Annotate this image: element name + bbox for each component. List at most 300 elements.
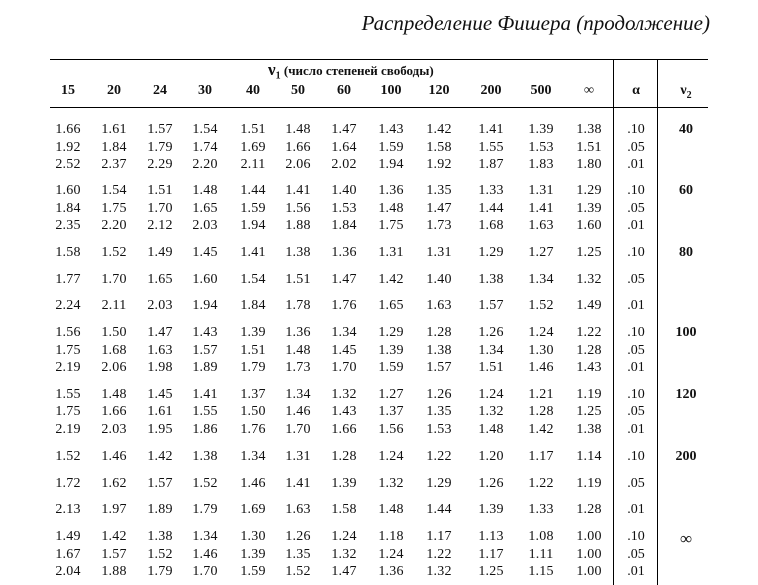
- f-value-cell: 1.26: [426, 387, 452, 402]
- f-value-cell: 1.41: [240, 245, 266, 260]
- f-value-cell: 1.00: [576, 529, 602, 544]
- alpha-cell: .10: [627, 449, 645, 464]
- f-value-cell: 1.66: [285, 140, 311, 155]
- f-value-cell: 1.47: [331, 564, 357, 579]
- alpha-cell: .10: [627, 325, 645, 340]
- f-value-cell: 1.95: [147, 422, 173, 437]
- f-value-cell: 1.63: [528, 218, 554, 233]
- f-value-cell: 1.39: [478, 502, 504, 517]
- col-header-nu1: 24: [153, 83, 167, 98]
- f-value-cell: 1.75: [378, 218, 404, 233]
- col-header-nu1: ∞: [584, 83, 594, 98]
- table-row: [0, 343, 758, 360]
- f-value-cell: 1.22: [576, 325, 602, 340]
- f-value-cell: 1.69: [240, 140, 266, 155]
- f-value-cell: 2.11: [101, 298, 127, 313]
- f-value-cell: 1.45: [147, 387, 173, 402]
- f-value-cell: 1.17: [528, 449, 554, 464]
- f-value-cell: 1.42: [147, 449, 173, 464]
- f-value-cell: 1.64: [331, 140, 357, 155]
- table-row: [0, 529, 758, 546]
- page-title: Распределение Фишера (продолжение): [361, 11, 710, 35]
- nu2-cell: 200: [675, 449, 697, 464]
- f-value-cell: 1.46: [285, 404, 311, 419]
- alpha-cell: .01: [627, 157, 645, 172]
- f-value-cell: 1.57: [426, 360, 452, 375]
- f-value-cell: 1.34: [331, 325, 357, 340]
- alpha-cell: .01: [627, 298, 645, 313]
- f-value-cell: 1.30: [528, 343, 554, 358]
- f-value-cell: 1.38: [576, 422, 602, 437]
- f-value-cell: 1.34: [285, 387, 311, 402]
- col-header-nu1: 60: [337, 83, 351, 98]
- f-value-cell: 1.52: [55, 449, 81, 464]
- f-value-cell: 1.29: [426, 476, 452, 491]
- alpha-cell: .10: [627, 529, 645, 544]
- alpha-cell: .05: [627, 547, 645, 562]
- f-value-cell: 1.51: [147, 183, 173, 198]
- nu2-subscript: 2: [686, 89, 692, 101]
- nu2-cell: 100: [675, 325, 697, 340]
- f-value-cell: 1.00: [576, 547, 602, 562]
- f-value-cell: 1.43: [192, 325, 218, 340]
- table-row: [0, 360, 758, 377]
- f-value-cell: 1.45: [331, 343, 357, 358]
- f-value-cell: 1.39: [240, 325, 266, 340]
- f-value-cell: 1.55: [55, 387, 81, 402]
- alpha-cell: .10: [627, 183, 645, 198]
- f-value-cell: 1.38: [285, 245, 311, 260]
- f-value-cell: 1.28: [576, 502, 602, 517]
- col-header-nu1: 200: [480, 83, 502, 98]
- table-row: [0, 122, 758, 139]
- f-value-cell: 1.32: [378, 476, 404, 491]
- f-value-cell: 1.68: [101, 343, 127, 358]
- f-value-cell: 1.57: [192, 343, 218, 358]
- f-value-cell: 1.38: [426, 343, 452, 358]
- f-value-cell: 1.79: [192, 502, 218, 517]
- nu2-cell: 80: [679, 245, 693, 260]
- alpha-cell: .10: [627, 122, 645, 137]
- alpha-cell: .05: [627, 476, 645, 491]
- f-value-cell: 2.20: [192, 157, 218, 172]
- f-value-cell: 1.86: [192, 422, 218, 437]
- f-value-cell: 1.34: [528, 272, 554, 287]
- f-value-cell: 1.30: [240, 529, 266, 544]
- f-value-cell: 1.52: [192, 476, 218, 491]
- f-value-cell: 1.11: [528, 547, 554, 562]
- f-value-cell: 1.51: [285, 272, 311, 287]
- f-value-cell: 1.19: [576, 476, 602, 491]
- f-value-cell: 1.39: [378, 343, 404, 358]
- f-value-cell: 1.08: [528, 529, 554, 544]
- alpha-cell: .01: [627, 218, 645, 233]
- nu2-cell: 120: [675, 387, 697, 402]
- f-value-cell: 1.52: [147, 547, 173, 562]
- f-value-cell: 1.46: [528, 360, 554, 375]
- alpha-cell: .05: [627, 201, 645, 216]
- f-value-cell: 2.03: [192, 218, 218, 233]
- f-value-cell: 1.47: [331, 122, 357, 137]
- f-value-cell: 1.44: [426, 502, 452, 517]
- f-value-cell: 2.19: [55, 360, 81, 375]
- table-row: [0, 449, 758, 466]
- f-value-cell: 1.97: [101, 502, 127, 517]
- f-value-cell: 1.38: [147, 529, 173, 544]
- f-value-cell: 1.52: [528, 298, 554, 313]
- f-value-cell: 1.32: [331, 547, 357, 562]
- f-value-cell: 1.36: [378, 183, 404, 198]
- f-value-cell: 1.84: [240, 298, 266, 313]
- f-value-cell: 1.33: [478, 183, 504, 198]
- f-value-cell: 1.46: [240, 476, 266, 491]
- f-value-cell: 1.31: [528, 183, 554, 198]
- f-value-cell: 1.62: [101, 476, 127, 491]
- f-value-cell: 1.45: [192, 245, 218, 260]
- nu2-cell: 60: [679, 183, 693, 198]
- f-value-cell: 2.37: [101, 157, 127, 172]
- f-value-cell: 1.98: [147, 360, 173, 375]
- nu2-cell: ∞: [679, 529, 693, 548]
- f-value-cell: 1.59: [240, 201, 266, 216]
- f-value-cell: 1.69: [240, 502, 266, 517]
- f-value-cell: 1.49: [147, 245, 173, 260]
- alpha-cell: .10: [627, 387, 645, 402]
- f-value-cell: 1.38: [192, 449, 218, 464]
- alpha-cell: .05: [627, 404, 645, 419]
- f-value-cell: 1.38: [576, 122, 602, 137]
- f-value-cell: 1.25: [576, 404, 602, 419]
- table-row: [0, 157, 758, 174]
- f-value-cell: 1.58: [426, 140, 452, 155]
- f-value-cell: 1.89: [192, 360, 218, 375]
- f-value-cell: 1.34: [478, 343, 504, 358]
- header-rule: [50, 107, 708, 108]
- f-value-cell: 1.39: [331, 476, 357, 491]
- table-row: [0, 564, 758, 581]
- f-value-cell: 1.84: [331, 218, 357, 233]
- f-value-cell: 1.35: [285, 547, 311, 562]
- f-value-cell: 1.26: [285, 529, 311, 544]
- nu2-cell: 40: [679, 122, 693, 137]
- f-value-cell: 2.20: [101, 218, 127, 233]
- f-value-cell: 1.66: [101, 404, 127, 419]
- f-value-cell: 1.88: [285, 218, 311, 233]
- f-value-cell: 1.66: [331, 422, 357, 437]
- f-value-cell: 1.84: [101, 140, 127, 155]
- f-value-cell: 1.46: [101, 449, 127, 464]
- table-row: [0, 476, 758, 493]
- f-value-cell: 1.27: [528, 245, 554, 260]
- alpha-cell: .01: [627, 360, 645, 375]
- f-value-cell: 1.73: [426, 218, 452, 233]
- f-value-cell: 1.34: [240, 449, 266, 464]
- f-value-cell: 1.32: [478, 404, 504, 419]
- f-value-cell: 1.65: [192, 201, 218, 216]
- f-value-cell: 2.13: [55, 502, 81, 517]
- f-value-cell: 1.61: [147, 404, 173, 419]
- f-value-cell: 2.29: [147, 157, 173, 172]
- f-value-cell: 1.94: [240, 218, 266, 233]
- f-value-cell: 1.27: [378, 387, 404, 402]
- f-value-cell: 1.32: [576, 272, 602, 287]
- f-value-cell: 1.24: [478, 387, 504, 402]
- f-value-cell: 1.43: [331, 404, 357, 419]
- f-value-cell: 1.42: [528, 422, 554, 437]
- f-value-cell: 2.03: [147, 298, 173, 313]
- f-value-cell: 1.54: [101, 183, 127, 198]
- f-value-cell: 1.92: [426, 157, 452, 172]
- f-value-cell: 1.51: [240, 343, 266, 358]
- f-value-cell: 1.94: [378, 157, 404, 172]
- f-value-cell: 2.02: [331, 157, 357, 172]
- f-value-cell: 1.60: [55, 183, 81, 198]
- f-value-cell: 1.41: [285, 476, 311, 491]
- nu2-symbol: ν: [680, 83, 687, 98]
- f-value-cell: 1.57: [147, 476, 173, 491]
- f-value-cell: 1.14: [576, 449, 602, 464]
- f-value-cell: 1.48: [378, 201, 404, 216]
- nu1-caption: (число степеней свободы): [280, 63, 434, 78]
- col-header-nu1: 40: [246, 83, 260, 98]
- alpha-cell: .01: [627, 422, 645, 437]
- f-value-cell: 1.40: [331, 183, 357, 198]
- f-value-cell: 1.70: [101, 272, 127, 287]
- f-value-cell: 1.41: [478, 122, 504, 137]
- f-value-cell: 1.56: [378, 422, 404, 437]
- f-value-cell: 1.29: [378, 325, 404, 340]
- f-value-cell: 1.20: [478, 449, 504, 464]
- f-value-cell: 1.60: [576, 218, 602, 233]
- f-value-cell: 1.24: [528, 325, 554, 340]
- f-value-cell: 1.65: [147, 272, 173, 287]
- alpha-cell: .05: [627, 140, 645, 155]
- f-value-cell: 1.24: [378, 547, 404, 562]
- table-row: [0, 201, 758, 218]
- f-value-cell: 1.94: [192, 298, 218, 313]
- f-value-cell: 1.70: [285, 422, 311, 437]
- f-value-cell: 1.72: [55, 476, 81, 491]
- f-value-cell: 1.63: [147, 343, 173, 358]
- f-value-cell: 1.28: [576, 343, 602, 358]
- table-row: [0, 404, 758, 421]
- f-value-cell: 1.50: [101, 325, 127, 340]
- f-value-cell: 1.59: [378, 360, 404, 375]
- f-value-cell: 1.32: [331, 387, 357, 402]
- f-value-cell: 1.79: [240, 360, 266, 375]
- f-value-cell: 2.19: [55, 422, 81, 437]
- f-value-cell: 1.36: [285, 325, 311, 340]
- f-value-cell: 1.31: [426, 245, 452, 260]
- f-value-cell: 1.48: [285, 122, 311, 137]
- nu1-symbol: ν: [268, 60, 276, 79]
- alpha-cell: .10: [627, 245, 645, 260]
- f-value-cell: 2.12: [147, 218, 173, 233]
- f-value-cell: 1.43: [576, 360, 602, 375]
- f-value-cell: 1.77: [55, 272, 81, 287]
- f-value-cell: 1.47: [331, 272, 357, 287]
- f-value-cell: 1.46: [192, 547, 218, 562]
- f-value-cell: 1.48: [101, 387, 127, 402]
- f-value-cell: 1.22: [528, 476, 554, 491]
- f-value-cell: 1.38: [478, 272, 504, 287]
- f-value-cell: 1.52: [101, 245, 127, 260]
- f-value-cell: 1.57: [478, 298, 504, 313]
- f-value-cell: 1.31: [285, 449, 311, 464]
- f-value-cell: 1.26: [478, 476, 504, 491]
- f-value-cell: 1.19: [576, 387, 602, 402]
- f-value-cell: 1.00: [576, 564, 602, 579]
- f-value-cell: 1.80: [576, 157, 602, 172]
- f-value-cell: 1.65: [378, 298, 404, 313]
- f-value-cell: 1.89: [147, 502, 173, 517]
- f-value-cell: 1.75: [55, 343, 81, 358]
- f-value-cell: 1.29: [576, 183, 602, 198]
- f-value-cell: 1.74: [192, 140, 218, 155]
- f-value-cell: 1.48: [378, 502, 404, 517]
- nu1-subscript: 1: [275, 70, 281, 82]
- f-value-cell: 1.41: [528, 201, 554, 216]
- f-value-cell: 1.52: [285, 564, 311, 579]
- f-value-cell: 1.21: [528, 387, 554, 402]
- f-value-cell: 1.75: [55, 404, 81, 419]
- f-value-cell: 1.28: [331, 449, 357, 464]
- f-value-cell: 1.68: [478, 218, 504, 233]
- f-value-cell: 1.25: [478, 564, 504, 579]
- col-header-nu1: 120: [428, 83, 450, 98]
- f-value-cell: 1.44: [240, 183, 266, 198]
- col-header-nu1: 500: [530, 83, 552, 98]
- f-value-cell: 1.41: [285, 183, 311, 198]
- table-row: [0, 298, 758, 315]
- table-row: [0, 422, 758, 439]
- column-header-row: [0, 83, 758, 101]
- col-header-nu1: 15: [61, 83, 75, 98]
- f-value-cell: 1.43: [378, 122, 404, 137]
- f-value-cell: 1.39: [576, 201, 602, 216]
- f-value-cell: 1.31: [378, 245, 404, 260]
- f-value-cell: 1.59: [378, 140, 404, 155]
- f-value-cell: 1.17: [478, 547, 504, 562]
- nu1-group-label: [268, 60, 434, 82]
- f-value-cell: 1.49: [576, 298, 602, 313]
- col-header-nu1: 30: [198, 83, 212, 98]
- f-value-cell: 1.25: [576, 245, 602, 260]
- f-value-cell: 1.15: [528, 564, 554, 579]
- f-value-cell: 1.63: [285, 502, 311, 517]
- f-value-cell: 2.24: [55, 298, 81, 313]
- table-row: [0, 272, 758, 289]
- f-value-cell: 1.53: [528, 140, 554, 155]
- f-value-cell: 2.35: [55, 218, 81, 233]
- f-value-cell: 1.44: [478, 201, 504, 216]
- f-value-cell: 1.70: [147, 201, 173, 216]
- f-value-cell: 1.50: [240, 404, 266, 419]
- f-value-cell: 1.63: [426, 298, 452, 313]
- f-value-cell: 1.55: [192, 404, 218, 419]
- f-value-cell: 1.79: [147, 140, 173, 155]
- f-value-cell: 1.88: [101, 564, 127, 579]
- col-header-nu2: [680, 83, 691, 101]
- table-row: [0, 502, 758, 519]
- table-row: [0, 547, 758, 564]
- col-header-nu1: 20: [107, 83, 121, 98]
- f-value-cell: 2.52: [55, 157, 81, 172]
- f-value-cell: 1.59: [240, 564, 266, 579]
- f-value-cell: 1.51: [478, 360, 504, 375]
- f-value-cell: 1.39: [240, 547, 266, 562]
- f-value-cell: 1.47: [147, 325, 173, 340]
- f-value-cell: 1.76: [331, 298, 357, 313]
- f-value-cell: 1.17: [426, 529, 452, 544]
- f-value-cell: 1.47: [426, 201, 452, 216]
- f-value-cell: 1.92: [55, 140, 81, 155]
- f-value-cell: 2.06: [285, 157, 311, 172]
- f-value-cell: 1.48: [478, 422, 504, 437]
- table-row: [0, 218, 758, 235]
- f-value-cell: 1.42: [426, 122, 452, 137]
- f-value-cell: 1.76: [240, 422, 266, 437]
- f-value-cell: 1.70: [331, 360, 357, 375]
- f-value-cell: 1.35: [426, 404, 452, 419]
- f-value-cell: 1.53: [426, 422, 452, 437]
- f-value-cell: 1.34: [192, 529, 218, 544]
- col-header-nu1: 100: [380, 83, 402, 98]
- f-value-cell: 1.75: [101, 201, 127, 216]
- f-value-cell: 1.53: [331, 201, 357, 216]
- f-value-cell: 1.37: [378, 404, 404, 419]
- f-value-cell: 1.32: [426, 564, 452, 579]
- f-value-cell: 1.79: [147, 564, 173, 579]
- f-value-cell: 1.42: [101, 529, 127, 544]
- f-value-cell: 1.56: [285, 201, 311, 216]
- f-value-cell: 2.11: [240, 157, 266, 172]
- f-value-cell: 2.06: [101, 360, 127, 375]
- f-value-cell: 1.33: [528, 502, 554, 517]
- f-value-cell: 1.51: [240, 122, 266, 137]
- f-value-cell: 1.41: [192, 387, 218, 402]
- f-value-cell: 1.87: [478, 157, 504, 172]
- alpha-cell: .05: [627, 272, 645, 287]
- f-value-cell: 1.57: [101, 547, 127, 562]
- f-value-cell: 1.35: [426, 183, 452, 198]
- table-row: [0, 140, 758, 157]
- alpha-cell: .01: [627, 502, 645, 517]
- table-row: [0, 387, 758, 404]
- f-value-cell: 1.42: [378, 272, 404, 287]
- f-value-cell: 1.22: [426, 449, 452, 464]
- f-value-cell: 1.24: [378, 449, 404, 464]
- f-value-cell: 1.70: [192, 564, 218, 579]
- f-value-cell: 1.13: [478, 529, 504, 544]
- f-value-cell: 1.61: [101, 122, 127, 137]
- f-value-cell: 1.73: [285, 360, 311, 375]
- f-value-cell: 1.56: [55, 325, 81, 340]
- f-value-cell: 1.57: [147, 122, 173, 137]
- f-value-cell: 1.24: [331, 529, 357, 544]
- f-value-cell: 1.49: [55, 529, 81, 544]
- f-value-cell: 1.40: [426, 272, 452, 287]
- f-value-cell: 2.04: [55, 564, 81, 579]
- f-value-cell: 1.37: [240, 387, 266, 402]
- f-value-cell: 1.36: [378, 564, 404, 579]
- table-row: [0, 325, 758, 342]
- f-value-cell: 1.60: [192, 272, 218, 287]
- table-row: [0, 183, 758, 200]
- f-value-cell: 1.26: [478, 325, 504, 340]
- alpha-cell: .05: [627, 343, 645, 358]
- f-value-cell: 1.58: [331, 502, 357, 517]
